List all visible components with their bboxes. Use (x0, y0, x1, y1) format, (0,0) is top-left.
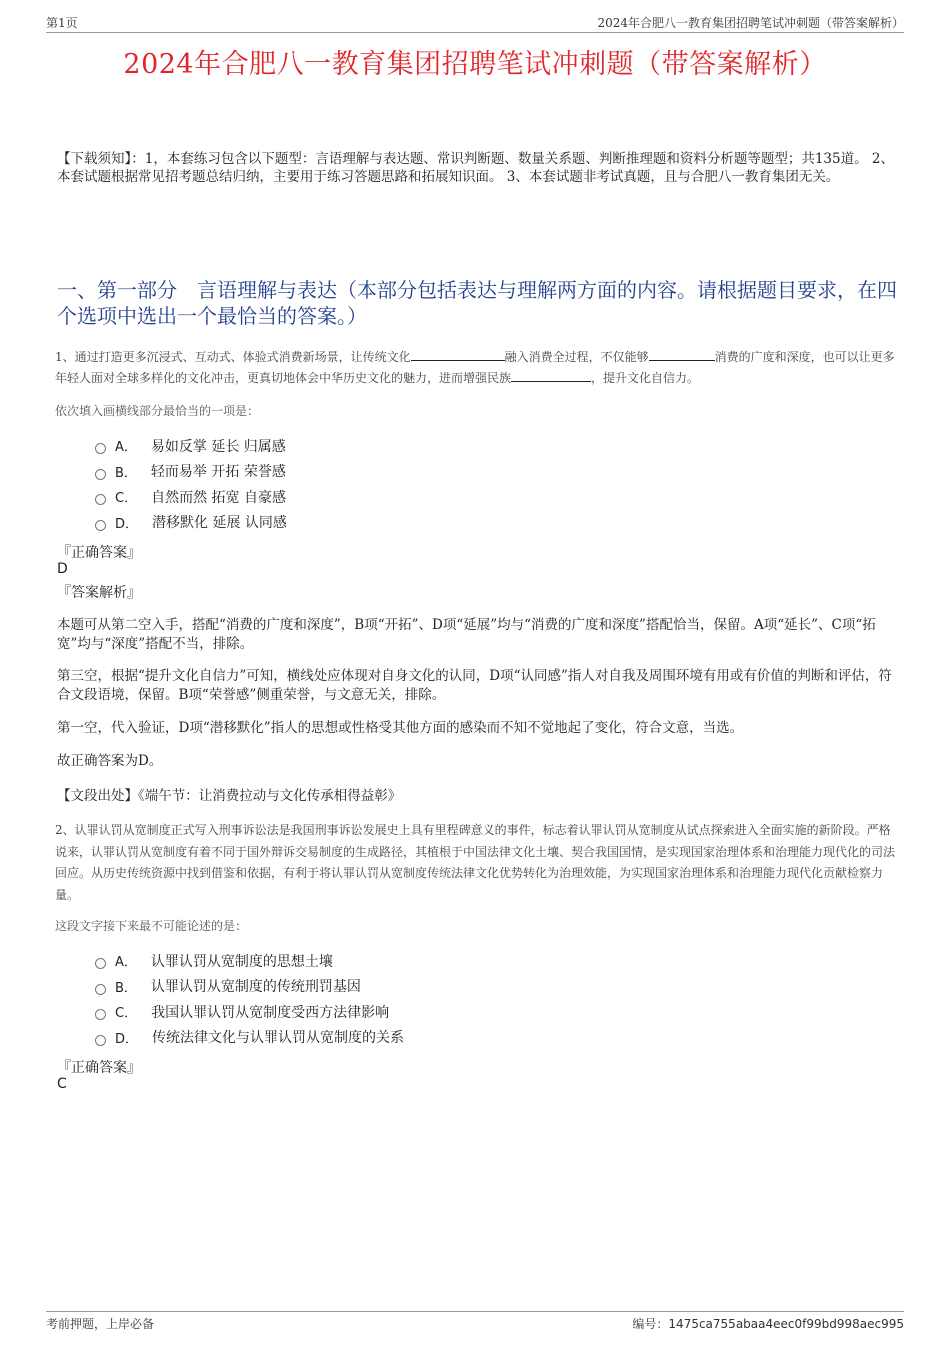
question-1-options (95, 433, 287, 535)
question-2-prompt: 这段文字接下来最不可能论述的是： (55, 919, 248, 933)
radio-icon[interactable] (95, 1035, 106, 1046)
radio-icon[interactable] (95, 469, 106, 480)
header-doc-title: 2024年合肥八一教育集团招聘笔试冲刺题（带答案解析） (597, 16, 904, 30)
analysis-paragraph: 本题可从第二空入手，搭配“消费的广度和深度”，B项“开拓”、D项“延展”均与“消费的广度和深度”搭配恰当，保留。A项“延长”、C项“拓宽”均与“深度”搭配不当，排除。 (57, 617, 876, 652)
blank-2 (649, 347, 715, 361)
answer-label: 『正确答案』 (57, 545, 141, 561)
page-header (46, 14, 904, 33)
option-c[interactable]: C． 自然而然 拓宽 自豪感 (95, 484, 287, 510)
option-d[interactable]: D． 潜移默化 延展 认同感 (95, 510, 287, 536)
radio-icon[interactable] (95, 520, 106, 531)
document-title: 2024年合肥八一教育集团招聘笔试冲刺题（带答案解析） (123, 49, 827, 80)
option-a[interactable]: A． 易如反掌 延长 归属感 (95, 433, 287, 459)
radio-icon[interactable] (95, 1009, 106, 1020)
analysis-paragraph: 第一空，代入验证，D项“潜移默化”指人的思想或性格受其他方面的感染而不知不觉地起了变化，符合文意，当选。 (57, 720, 744, 736)
option-c[interactable]: C． 我国认罪认罚从宽制度受西方法律影响 (95, 999, 404, 1025)
page-footer (46, 1311, 904, 1332)
analysis-paragraph: 第三空，根据“提升文化自信力”可知，横线处应体现对自身文化的认同，D项“认同感”指人对自我及周围环境有用或有价值的判断和评估，符合文段语境，保留。B项“荣誉感”侧重荣誉，与文意无关，排除。 (57, 668, 892, 703)
option-b[interactable]: B． 认罪认罚从宽制度的传统刑罚基因 (95, 974, 404, 1000)
correct-answer: D (57, 561, 68, 577)
analysis-label: 『答案解析』 (57, 585, 141, 601)
question-2-text: 2、认罪认罚从宽制度正式写入刑事诉讼法是我国刑事诉讼发展史上具有里程碑意义的事件，标志着认罪认罚从宽制度从试点探索进入全面实施的新阶段。严格说来，认罪认罚从宽制度有着不同于国外辩诉交易制度的生成路径，其植根于中国法律文化土壤、契合我国国情，是实现国家治理体系和治理能力现代化的司法回应。从历史传统资源中找到借鉴和依据，有利于将认罪认罚从宽制度传统法律文化优势转化为治理效能，为实现国家治理体系和治理能力现代化贡献检察力量。 (55, 823, 896, 902)
analysis-conclusion: 故正确答案为D。 (57, 753, 163, 769)
page-number: 第1页 (46, 16, 78, 30)
question-2-options (95, 948, 404, 1050)
radio-icon[interactable] (95, 958, 106, 969)
answer-label: 『正确答案』 (57, 1060, 141, 1076)
question-1-text: 1、通过打造更多沉浸式、互动式、体验式消费新场景，让传统文化 融入消费全过程，不仅能够 消费的广度和深度，也可以让更多年轻人面对全球多样化的文化冲击，更真切地体会中华历史文化的魅力，进而增强民族 ，提升文化自信力。 (55, 347, 900, 389)
blank-3 (511, 368, 591, 382)
correct-answer: C (57, 1076, 67, 1092)
question-1-prompt: 依次填入画横线部分最恰当的一项是： (55, 404, 260, 418)
option-d[interactable]: D． 传统法律文化与认罪认罚从宽制度的关系 (95, 1025, 404, 1051)
radio-icon[interactable] (95, 494, 106, 505)
document-code: 编号：1475ca755abaa4eec0f99bd998aec995 (632, 1317, 904, 1331)
footer-slogan: 考前押题，上岸必备 (46, 1317, 155, 1331)
option-a[interactable]: A． 认罪认罚从宽制度的思想土壤 (95, 948, 404, 974)
radio-icon[interactable] (95, 984, 106, 995)
section-heading: 一、第一部分 言语理解与表达（本部分包括表达与理解两方面的内容。请根据题目要求，在四个选项中选出一个最恰当的答案。） (57, 278, 897, 328)
blank-1 (411, 347, 505, 361)
text-source: 【文段出处】《端午节：让消费拉动与文化传承相得益彰》 (57, 788, 402, 804)
option-b[interactable]: B． 轻而易举 开拓 荣誉感 (95, 459, 287, 485)
download-notice: 【下载须知】：1，本套练习包含以下题型：言语理解与表达题、常识判断题、数量关系题、判断推理题和资料分析题等题型；共135道。 2、本套试题根据常见招考题总结归纳，主要用于练习答题思路和拓展知识面。 3、本套试题非考试真题，且与合肥八一教育集团无关。 (57, 151, 894, 185)
radio-icon[interactable] (95, 443, 106, 454)
